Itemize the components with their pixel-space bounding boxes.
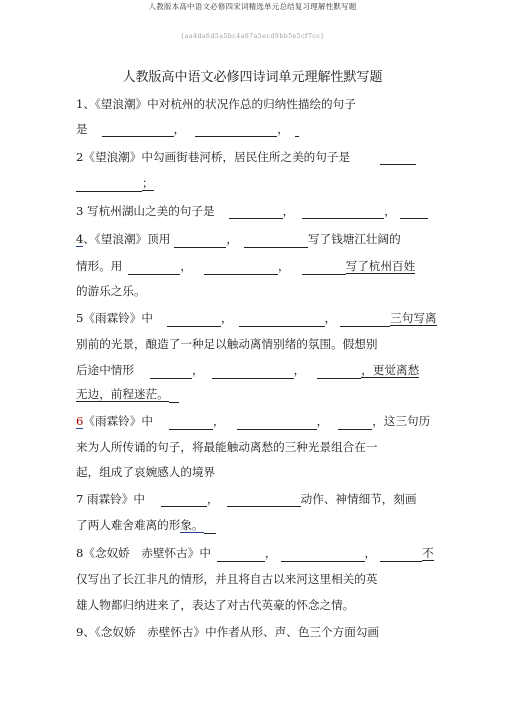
q6-line2	[76, 439, 377, 455]
blank[interactable]	[169, 416, 213, 430]
blank[interactable]	[338, 416, 372, 430]
blank[interactable]	[204, 261, 278, 275]
blank[interactable]	[102, 123, 174, 137]
q1-line2	[76, 121, 299, 137]
blank[interactable]	[212, 365, 294, 379]
q5-text-3: 后途中情形	[76, 363, 134, 377]
separator: ，	[384, 204, 396, 218]
separator: ，	[207, 492, 219, 506]
q6-line1	[76, 413, 430, 430]
page-title: 人教版高中语文必修四诗词单元理解性默写题	[122, 70, 383, 85]
blank[interactable]	[174, 234, 226, 248]
blank[interactable]	[150, 365, 192, 379]
q1-line1	[76, 96, 356, 112]
blank[interactable]	[400, 205, 428, 219]
blank[interactable]	[227, 493, 301, 507]
separator: ，	[364, 546, 377, 560]
separator: ，	[324, 311, 337, 325]
blank[interactable]	[380, 548, 422, 562]
blank[interactable]	[204, 520, 216, 534]
q4-text: 、《望浪潮》顶用	[83, 232, 171, 246]
blank[interactable]	[302, 261, 346, 275]
q9-line1	[76, 624, 379, 640]
blank[interactable]	[169, 389, 179, 403]
separator: ，	[282, 204, 295, 218]
q2-text: 2《望浪潮》中勾画街巷河桥，居民住所之美的句子是	[76, 150, 351, 164]
separator: ，	[278, 259, 290, 273]
q9-text: 9、《念奴娇 赤壁怀古》中作者从形、声、色三个方面勾画	[76, 625, 380, 639]
q6-text-b: ，这三句历	[372, 414, 431, 428]
q4-line2	[76, 258, 415, 275]
q7-line1	[76, 491, 417, 507]
separator: ，	[226, 232, 238, 246]
blank[interactable]	[239, 313, 325, 327]
blank[interactable]	[281, 548, 365, 562]
q4-text-2b: 写了杭州百姓	[345, 259, 416, 273]
separator: ，	[212, 414, 225, 428]
q7-text-2b: 象。	[180, 518, 204, 532]
blank[interactable]	[195, 123, 277, 137]
question-number: 4	[76, 232, 84, 246]
q4-text-2: 情形。用	[76, 259, 123, 273]
q4-line1	[76, 231, 401, 248]
q6-text-3: 起，组成了哀婉感人的境界	[76, 465, 216, 479]
q5-line3	[76, 362, 419, 379]
q2-line2	[76, 175, 154, 192]
q5-line1	[76, 310, 437, 327]
blank[interactable]	[128, 261, 180, 275]
question-number: 6	[76, 414, 84, 428]
separator: ；	[142, 176, 154, 190]
blank[interactable]	[380, 151, 416, 165]
blank[interactable]	[76, 178, 142, 192]
q8-text-b: 不	[422, 546, 434, 560]
blank[interactable]	[217, 548, 265, 562]
blank[interactable]	[229, 205, 283, 219]
blank[interactable]	[302, 205, 384, 219]
separator: ，	[191, 363, 204, 377]
q2-line1	[76, 149, 416, 165]
q5-text-3b: ，更觉离愁	[361, 363, 420, 377]
q4-line3	[76, 283, 146, 299]
q8-text: 8《念奴娇 赤壁怀古》中	[76, 546, 211, 560]
q7-text-2: 了两人难舍难离的形	[76, 518, 181, 532]
q4-text-3: 的游乐之乐。	[76, 284, 146, 298]
q1-text-2: 是	[76, 122, 88, 136]
q8-line2	[76, 571, 377, 587]
q4-text-b: 写了钱塘江壮阔的	[307, 232, 401, 246]
q3-text: 3 写杭州湖山之美的句子是	[76, 204, 215, 218]
q5-text-4: 无边，前程迷茫。	[76, 387, 169, 401]
blank[interactable]	[167, 313, 221, 327]
separator: ，	[180, 259, 192, 273]
q5-line2	[76, 336, 377, 352]
q7-text-b: 动作、神情细节，刻画	[300, 492, 417, 506]
q5-line4	[76, 386, 179, 403]
separator: ，	[293, 363, 306, 377]
q6-text: 《雨霖铃》中	[83, 414, 153, 428]
q8-text-3: 雄人物都归纳进来了，表达了对古代英豪的怀念之情。	[76, 598, 355, 612]
q8-line1	[76, 545, 434, 562]
q6-text-2: 来为人所传诵的句子，将最能触动离愁的三种光景组合在一	[76, 440, 378, 454]
separator: ，	[277, 122, 289, 136]
q5-text: 5《雨霖铃》中	[76, 311, 153, 325]
blank[interactable]	[317, 365, 361, 379]
q1-text: 1、《望浪潮》中对杭州的状况作总的归纳性描绘的句子	[76, 97, 356, 111]
blank[interactable]	[237, 416, 317, 430]
document-code: {aa4da6d5a5bc4a67a5ecd9bb5e5cf7cc}	[180, 33, 325, 40]
q3-line1	[76, 203, 428, 219]
separator: ，	[173, 122, 186, 136]
q5-text-2: 别前的光景，酿造了一种足以触动离情别绪的氛围。假想别	[76, 337, 378, 351]
q7-line2	[76, 517, 216, 534]
q5-text-b: 三句写离	[390, 311, 437, 325]
blank[interactable]	[295, 123, 299, 137]
q6-line3	[76, 464, 215, 480]
blank[interactable]	[244, 234, 308, 248]
q7-text: 7 雨霖铃》中	[76, 492, 146, 506]
separator: ，	[264, 546, 277, 560]
separator: ，	[316, 414, 329, 428]
blank[interactable]	[161, 493, 207, 507]
q8-line3	[76, 597, 354, 613]
separator: ，	[220, 311, 233, 325]
page-header: 人教版本高中语文必修四宋词精选单元总结复习理解性默写题	[148, 2, 357, 11]
blank[interactable]	[340, 313, 390, 327]
q8-text-2: 仅写出了长江非凡的情形，并且将自古以来河这里相关的英	[76, 572, 378, 586]
